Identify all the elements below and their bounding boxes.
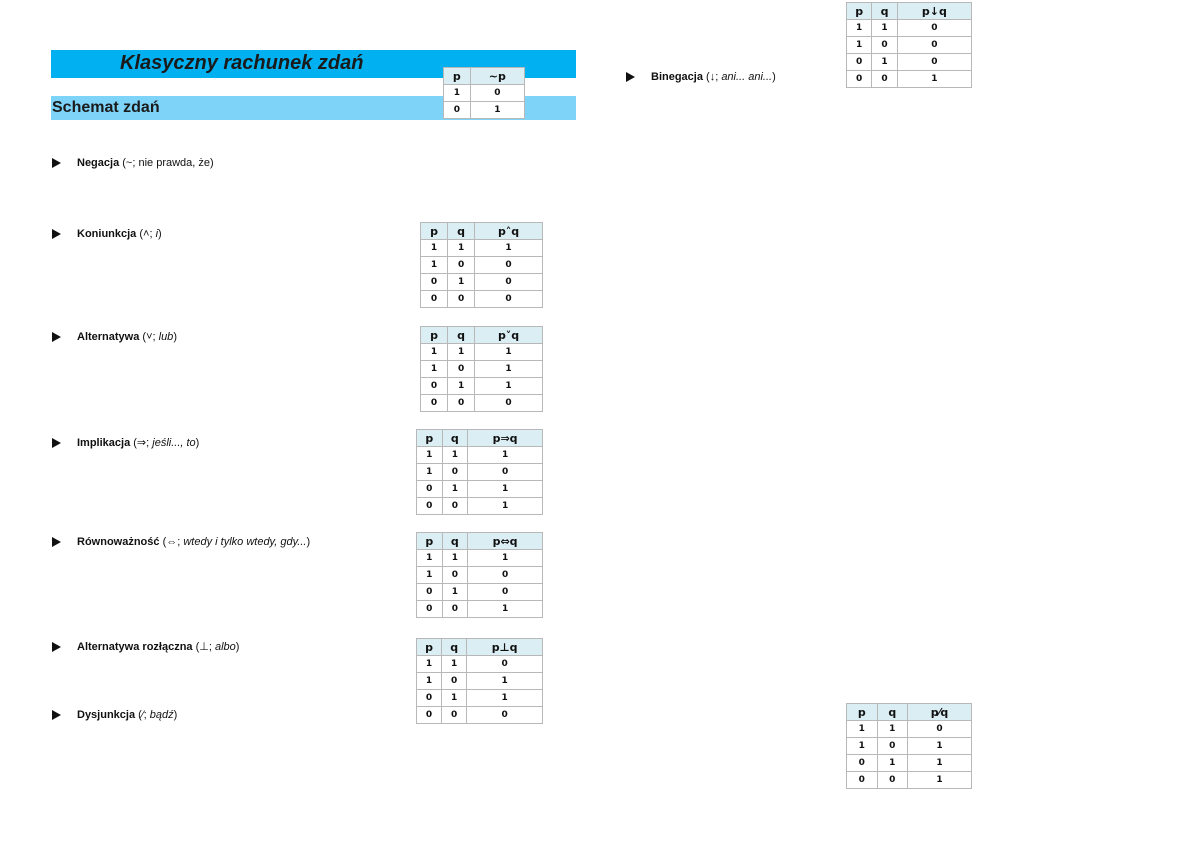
table-cell: 1: [421, 361, 448, 378]
table-header-row: [444, 68, 525, 85]
table-cell: 1: [417, 656, 442, 673]
table-row: [417, 601, 543, 618]
table-cell: 0: [448, 361, 475, 378]
table-cell: 0: [468, 567, 543, 584]
table-cell: 1: [908, 738, 972, 755]
table-row: [444, 85, 525, 102]
table-row: [417, 498, 543, 515]
bullet-triangle-icon: [52, 158, 61, 168]
table-cell: 1: [908, 772, 972, 789]
table-row: [847, 721, 972, 738]
table-cell: 1: [442, 584, 468, 601]
table-cell: 0: [442, 464, 468, 481]
header-cell: p: [417, 430, 443, 447]
table-cell: 0: [470, 85, 524, 102]
header-cell: p: [417, 639, 442, 656]
bullet-triangle-icon: [52, 537, 61, 547]
header-cell: p: [417, 533, 443, 550]
table-cell: 0: [421, 378, 448, 395]
table-cell: 1: [442, 481, 468, 498]
table-cell: 1: [467, 690, 543, 707]
header-cell: p⊥q: [467, 639, 543, 656]
table-cell: 1: [417, 673, 442, 690]
header-cell: p: [847, 3, 872, 20]
table-cell: 1: [421, 257, 448, 274]
table-cell: 0: [877, 772, 908, 789]
header-cell: p↓q: [897, 3, 971, 20]
table-row: [847, 20, 972, 37]
table-cell: 0: [448, 291, 475, 308]
table-cell: 0: [847, 772, 878, 789]
table-cell: 0: [872, 71, 897, 88]
table-cell: 0: [897, 54, 971, 71]
item-label: Alternatywa rozłączna: [77, 640, 193, 653]
table-cell: 0: [475, 274, 543, 291]
item-note: (~; nie prawda, że): [122, 157, 214, 169]
table-cell: 1: [468, 481, 543, 498]
table-cell: 1: [872, 54, 897, 71]
truth-table-koniunkcja: [420, 222, 543, 308]
table-cell: 0: [421, 274, 448, 291]
table-cell: 1: [847, 20, 872, 37]
table-cell: 0: [468, 584, 543, 601]
item-note: (⇒; jeśli..., to): [133, 437, 200, 449]
item-note: (↓; ani... ani...): [706, 71, 776, 83]
table-cell: 0: [877, 738, 908, 755]
table-cell: 1: [448, 378, 475, 395]
table-row: [421, 240, 543, 257]
table-cell: 0: [417, 498, 443, 515]
header-cell: p˅q: [475, 327, 543, 344]
header-cell: q: [448, 223, 475, 240]
bullet-triangle-icon: [52, 332, 61, 342]
table-cell: 0: [872, 37, 897, 54]
table-row: [847, 37, 972, 54]
bullet-triangle-icon: [626, 72, 635, 82]
table-row: [444, 102, 525, 119]
table-cell: 1: [448, 344, 475, 361]
truth-table-binegacja: [846, 2, 972, 88]
table-row: [417, 550, 543, 567]
table-cell: 1: [442, 690, 467, 707]
table-cell: 0: [421, 291, 448, 308]
table-cell: 1: [448, 240, 475, 257]
table-row: [847, 772, 972, 789]
table-cell: 1: [877, 721, 908, 738]
table-cell: 1: [442, 447, 468, 464]
item-negacja: [52, 157, 214, 169]
truth-table-dysjunkcja: [846, 703, 972, 789]
table-header-row: [421, 327, 543, 344]
table-cell: 1: [444, 85, 471, 102]
table-cell: 1: [908, 755, 972, 772]
header-cell: p⇒q: [468, 430, 543, 447]
truth-table-rownowaznosc: [416, 532, 543, 618]
truth-table-implikacja: [416, 429, 543, 515]
table-cell: 0: [442, 673, 467, 690]
table-cell: 0: [475, 291, 543, 308]
table-cell: 1: [417, 447, 443, 464]
item-alternatywa-rozlaczna: [52, 640, 239, 653]
header-cell: q: [442, 639, 467, 656]
item-label: Negacja: [77, 157, 120, 169]
table-row: [421, 291, 543, 308]
table-cell: 0: [467, 656, 543, 673]
header-cell: q: [872, 3, 897, 20]
item-alternatywa: [52, 331, 177, 343]
truth-table-negacja: [443, 67, 525, 119]
table-row: [417, 464, 543, 481]
table-cell: 1: [417, 464, 443, 481]
table-cell: 1: [475, 378, 543, 395]
table-header-row: [417, 430, 543, 447]
table-row: [847, 71, 972, 88]
table-cell: 1: [897, 71, 971, 88]
header-cell: p: [421, 327, 448, 344]
table-row: [417, 690, 543, 707]
table-row: [417, 707, 543, 724]
item-label: Koniunkcja: [77, 228, 137, 240]
table-cell: 0: [847, 54, 872, 71]
table-header-row: [421, 223, 543, 240]
table-cell: 1: [417, 550, 443, 567]
table-cell: 1: [475, 240, 543, 257]
bullet-triangle-icon: [52, 710, 61, 720]
item-note: (⇔; wtedy i tylko wtedy, gdy...): [162, 536, 311, 548]
table-cell: 1: [421, 344, 448, 361]
table-cell: 0: [468, 464, 543, 481]
header-cell: p⁄q: [908, 704, 972, 721]
table-cell: 1: [442, 656, 467, 673]
item-label: Równoważność: [77, 536, 160, 548]
table-cell: 0: [417, 584, 443, 601]
table-cell: 1: [475, 344, 543, 361]
table-row: [847, 738, 972, 755]
page-subtitle: Schemat zdań: [52, 99, 160, 116]
table-header-row: [417, 533, 543, 550]
table-cell: 0: [475, 257, 543, 274]
item-rownowaznosc: [52, 536, 310, 548]
table-cell: 1: [448, 274, 475, 291]
table-cell: 0: [467, 707, 543, 724]
item-note: (⊥; albo): [195, 641, 240, 653]
table-cell: 1: [467, 673, 543, 690]
header-cell: p: [847, 704, 878, 721]
truth-table-alternatywa: [420, 326, 543, 412]
table-row: [417, 567, 543, 584]
header-cell: p: [421, 223, 448, 240]
table-cell: 0: [448, 257, 475, 274]
table-cell: 0: [442, 707, 467, 724]
table-cell: 1: [847, 37, 872, 54]
table-cell: 0: [847, 71, 872, 88]
bullet-triangle-icon: [52, 642, 61, 652]
table-cell: 1: [847, 721, 878, 738]
table-cell: 1: [421, 240, 448, 257]
table-cell: 1: [468, 550, 543, 567]
table-cell: 0: [417, 481, 443, 498]
header-cell: p: [444, 68, 471, 85]
table-cell: 0: [421, 395, 448, 412]
table-cell: 1: [877, 755, 908, 772]
table-cell: 1: [847, 738, 878, 755]
header-cell: q: [442, 533, 468, 550]
table-cell: 0: [442, 567, 468, 584]
item-dysjunkcja: [52, 709, 177, 721]
item-note: (⁄; bądź): [138, 709, 178, 721]
bullet-triangle-icon: [52, 438, 61, 448]
table-cell: 1: [872, 20, 897, 37]
table-row: [847, 54, 972, 71]
table-row: [417, 481, 543, 498]
truth-table-alternatywa-rozlaczna: [416, 638, 543, 724]
header-cell: ~p: [470, 68, 524, 85]
table-cell: 1: [468, 447, 543, 464]
table-cell: 1: [475, 361, 543, 378]
table-row: [417, 656, 543, 673]
table-cell: 0: [908, 721, 972, 738]
table-row: [417, 447, 543, 464]
header-cell: p⇔q: [468, 533, 543, 550]
table-cell: 0: [448, 395, 475, 412]
table-cell: 1: [468, 498, 543, 515]
table-row: [421, 395, 543, 412]
table-row: [847, 755, 972, 772]
item-note: (˄; i): [139, 228, 162, 240]
header-cell: q: [448, 327, 475, 344]
table-cell: 0: [444, 102, 471, 119]
table-row: [417, 584, 543, 601]
table-header-row: [847, 3, 972, 20]
table-cell: 0: [847, 755, 878, 772]
item-koniunkcja: [52, 228, 162, 240]
table-row: [421, 257, 543, 274]
header-cell: p˄q: [475, 223, 543, 240]
table-cell: 0: [442, 498, 468, 515]
table-cell: 0: [475, 395, 543, 412]
table-row: [417, 673, 543, 690]
table-cell: 0: [897, 37, 971, 54]
header-cell: q: [877, 704, 908, 721]
page-title: Klasyczny rachunek zdań: [120, 52, 364, 74]
table-header-row: [417, 639, 543, 656]
item-label: Dysjunkcja: [77, 709, 136, 721]
table-row: [421, 378, 543, 395]
table-row: [421, 361, 543, 378]
table-cell: 0: [417, 690, 442, 707]
table-cell: 0: [897, 20, 971, 37]
header-cell: q: [442, 430, 468, 447]
item-note: (˅; lub): [142, 331, 177, 343]
bullet-triangle-icon: [52, 229, 61, 239]
table-cell: 1: [470, 102, 524, 119]
table-cell: 1: [417, 567, 443, 584]
item-label: Binegacja: [651, 71, 703, 83]
item-binegacja: [626, 71, 776, 83]
item-implikacja: [52, 436, 199, 449]
item-label: Alternatywa: [77, 331, 140, 343]
table-cell: 1: [442, 550, 468, 567]
table-row: [421, 344, 543, 361]
table-cell: 1: [468, 601, 543, 618]
table-cell: 0: [417, 601, 443, 618]
table-cell: 0: [417, 707, 442, 724]
table-cell: 0: [442, 601, 468, 618]
table-row: [421, 274, 543, 291]
item-label: Implikacja: [77, 436, 131, 449]
table-header-row: [847, 704, 972, 721]
